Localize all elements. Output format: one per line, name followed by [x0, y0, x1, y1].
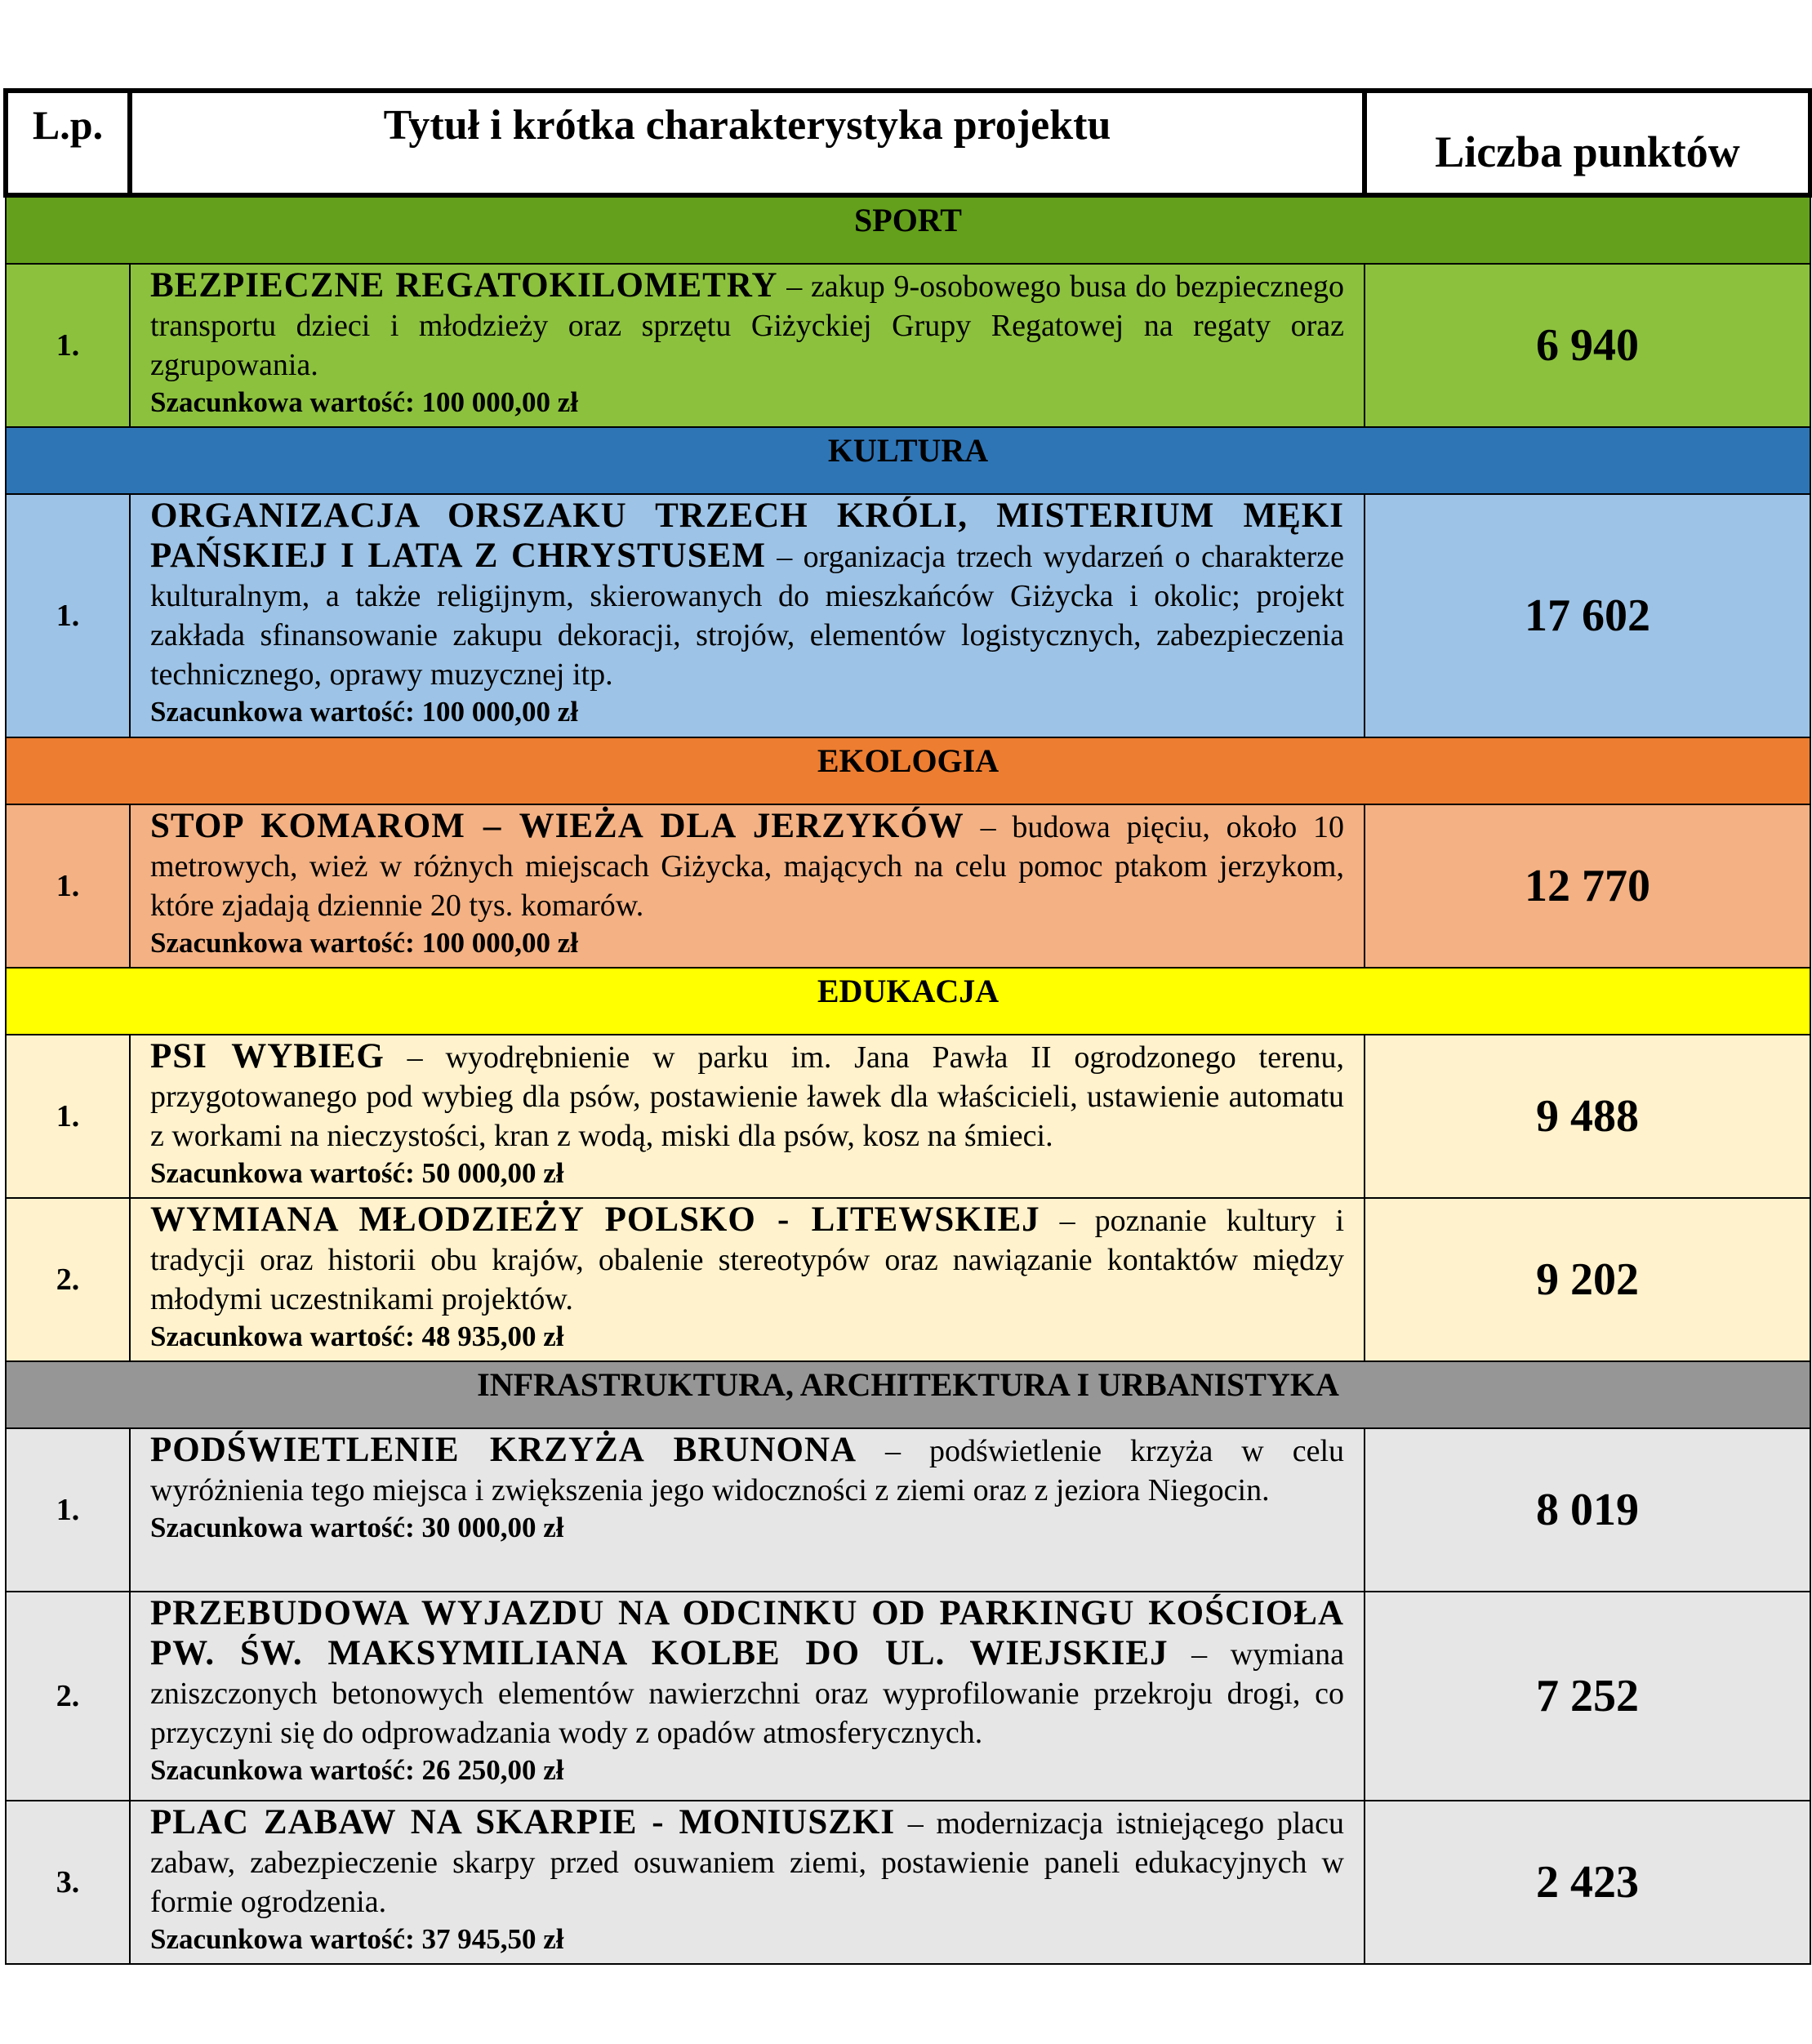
- table-header-row: [6, 91, 1810, 195]
- row-lp: 1.: [6, 1035, 130, 1198]
- project-description: – podświetlenie krzyża w celu wyróżnienia tego miejsca i zwiększenia jego widoczności z ziemi oraz z jeziora Niegocin.: [150, 1434, 1345, 1507]
- category-label: INFRASTRUKTURA, ARCHITEKTURA I URBANISTYKA: [6, 1361, 1810, 1428]
- project-title: WYMIANA MŁODZIEŻY POLSKO - LITEWSKIEJ: [150, 1200, 1040, 1239]
- table-row: [6, 1035, 1810, 1198]
- category-row-sport: [6, 195, 1810, 264]
- row-description: [130, 1592, 1365, 1801]
- project-title: PODŚWIETLENIE KRZYŻA BRUNONA: [150, 1431, 857, 1469]
- project-title: PLAC ZABAW NA SKARPIE - MONIUSZKI: [150, 1803, 896, 1841]
- row-lp: 1.: [6, 1428, 130, 1592]
- row-description: [130, 1801, 1365, 1964]
- project-value: Szacunkowa wartość: 100 000,00 zł: [150, 696, 578, 728]
- category-label: KULTURA: [6, 427, 1810, 494]
- project-description: – wyodrębnienie w parku im. Jana Pawła II ogrodzonego terenu, przygotowanego pod wybieg dla psów, postawienie ławek dla właścicieli, ustawienie automatu z workami na nieczystości, kran z wodą, miski dla psów, kosz na śmieci.: [150, 1040, 1344, 1153]
- project-title: PRZEBUDOWA WYJAZDU NA ODCINKU OD PARKINGU KOŚCIOŁA PW. ŚW. MAKSYMILIANA KOLBE DO UL. WIEJSKIEJ: [150, 1594, 1344, 1672]
- project-title: PSI WYBIEG: [150, 1037, 385, 1075]
- project-value: Szacunkowa wartość: 100 000,00 zł: [150, 386, 578, 418]
- row-points: 12 770: [1365, 804, 1810, 968]
- row-lp: 3.: [6, 1801, 130, 1964]
- row-points: 7 252: [1365, 1592, 1810, 1801]
- table-row: [6, 804, 1810, 968]
- row-description: [130, 494, 1365, 737]
- category-row-infrastruktura: [6, 1361, 1810, 1428]
- document-page: [3, 88, 1808, 1965]
- project-value: Szacunkowa wartość: 50 000,00 zł: [150, 1157, 564, 1189]
- project-description: – zakup 9-osobowego busa do bezpiecznego transportu dzieci i młodzieży oraz sprzętu Giżyckiej Grupy Regatowej na regaty oraz zgrupowania.: [150, 269, 1344, 382]
- project-description: – modernizacja istniejącego placu zabaw, zabezpieczenie skarpy przed osuwaniem ziemi, postawienie paneli edukacyjnych w formie ogrodzenia.: [150, 1806, 1344, 1919]
- category-label: EKOLOGIA: [6, 737, 1810, 804]
- table-row: [6, 1428, 1810, 1592]
- header-lp: L.p.: [6, 91, 130, 195]
- category-row-edukacja: [6, 968, 1810, 1035]
- project-title: ORGANIZACJA ORSZAKU TRZECH KRÓLI, MISTERIUM MĘKI PAŃSKIEJ I LATA Z CHRYSTUSEM: [150, 497, 1344, 575]
- row-points: 9 202: [1365, 1198, 1810, 1361]
- table-row: [6, 1198, 1810, 1361]
- category-label: SPORT: [6, 195, 1810, 264]
- row-points: 6 940: [1365, 264, 1810, 427]
- header-title: Tytuł i krótka charakterystyka projektu: [130, 91, 1365, 195]
- row-description: [130, 1198, 1365, 1361]
- table-row: [6, 264, 1810, 427]
- project-value: Szacunkowa wartość: 37 945,50 zł: [150, 1923, 564, 1955]
- row-description: [130, 804, 1365, 968]
- row-description: [130, 264, 1365, 427]
- row-points: 17 602: [1365, 494, 1810, 737]
- table-row: [6, 1801, 1810, 1964]
- row-description: [130, 1428, 1365, 1592]
- project-description: – budowa pięciu, około 10 metrowych, wież w różnych miejscach Giżycka, mających na celu pomoc ptakom jerzykom, które zjadają dziennie 20 tys. komarów.: [150, 810, 1344, 923]
- project-title: BEZPIECZNE REGATOKILOMETRY: [150, 266, 778, 305]
- project-value: Szacunkowa wartość: 48 935,00 zł: [150, 1320, 564, 1352]
- table-row: [6, 1592, 1810, 1801]
- table-row: [6, 494, 1810, 737]
- project-value: Szacunkowa wartość: 100 000,00 zł: [150, 927, 578, 959]
- row-points: 9 488: [1365, 1035, 1810, 1198]
- project-description: – wymiana zniszczonych betonowych elementów nawierzchni oraz wyprofilowanie przekroju drogi, co przyczyni się do odprowadzania wody z opadów atmosferycznych.: [150, 1637, 1344, 1750]
- row-points: 8 019: [1365, 1428, 1810, 1592]
- category-label: EDUKACJA: [6, 968, 1810, 1035]
- row-description: [130, 1035, 1365, 1198]
- row-lp: 1.: [6, 264, 130, 427]
- project-description: – poznanie kultury i tradycji oraz historii obu krajów, obalenie stereotypów oraz nawiązanie kontaktów między młodymi uczestnikami projektów.: [150, 1204, 1344, 1316]
- project-value: Szacunkowa wartość: 30 000,00 zł: [150, 1512, 564, 1543]
- project-value: Szacunkowa wartość: 26 250,00 zł: [150, 1754, 564, 1786]
- row-lp: 2.: [6, 1198, 130, 1361]
- row-lp: 1.: [6, 804, 130, 968]
- project-description: – organizacja trzech wydarzeń o charakterze kulturalnym, a także religijnym, skierowanych do mieszkańców Giżycka i okolic; projekt zakłada sfinansowanie zakupu dekoracji, strojów, elementów logistycznych, zabezpieczenia technicznego, oprawy muzycznej itp.: [150, 540, 1345, 692]
- projects-table: [3, 88, 1812, 1965]
- project-title: STOP KOMAROM – WIEŻA DLA JERZYKÓW: [150, 807, 964, 845]
- category-row-kultura: [6, 427, 1810, 494]
- header-points: Liczba punktów: [1365, 91, 1810, 195]
- row-lp: 2.: [6, 1592, 130, 1801]
- category-row-ekologia: [6, 737, 1810, 804]
- row-points: 2 423: [1365, 1801, 1810, 1964]
- row-lp: 1.: [6, 494, 130, 737]
